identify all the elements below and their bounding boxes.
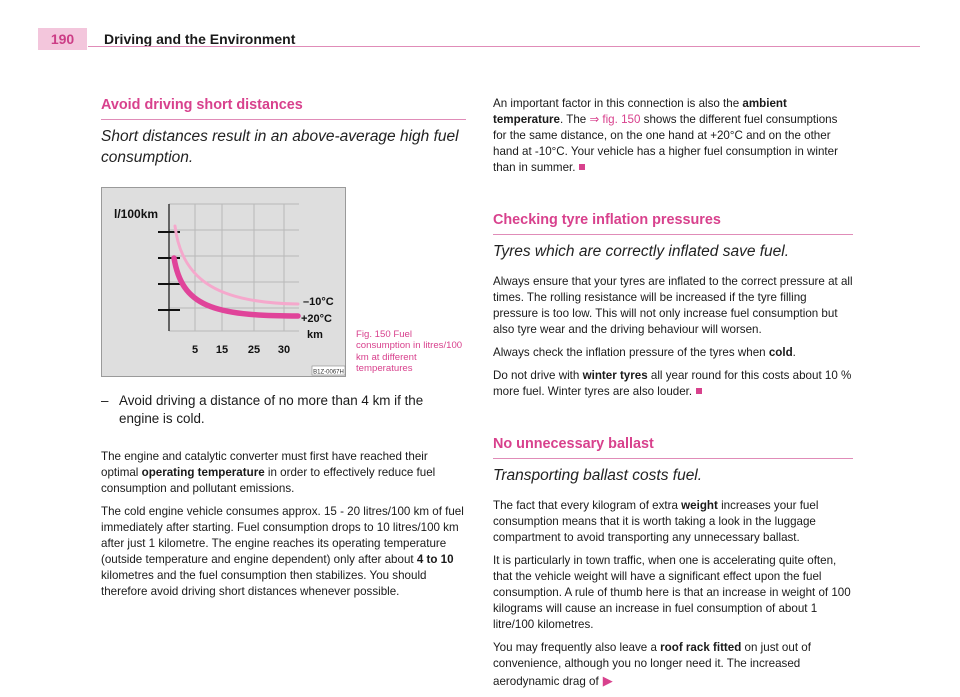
series-line-minus-10: [175, 226, 298, 304]
figure-150: [101, 187, 466, 379]
section-title-ballast: No unnecessary ballast: [493, 435, 853, 459]
text-run: You may frequently also leave a: [493, 641, 661, 655]
text-run: in order to effectively reduce fuel consumption and pollutant emissions.: [101, 466, 436, 496]
section-title-tyre-pressure: Checking tyre inflation pressures: [493, 211, 853, 235]
continue-arrow-icon: ▶: [602, 673, 613, 689]
text-run: The cold engine vehicle consumes approx. 15 - 20 litres/100 km of fuel immediately after starting. Fuel consumption drops to 10 litres/100 km after just 1 kilometre. The engine reaches its operating temperature (outside temperature and engine dependent) only after about: [101, 505, 464, 567]
series-line-plus-20: [174, 258, 298, 316]
step-dash: –: [101, 392, 109, 408]
x-tick-labels: [192, 344, 290, 356]
text-run: kilometres and the fuel consumption then stabilizes. You should therefore avoid driving short distances whenever possible.: [101, 569, 427, 599]
paragraph-check-cold: [493, 345, 853, 361]
x-tick-label: 5: [191, 343, 199, 356]
paragraph-roof-rack: [493, 640, 853, 690]
bold-term-weight: weight: [681, 499, 718, 513]
step-text: Avoid driving a distance of no more than 4 km if the engine is cold.: [119, 392, 424, 427]
section-title-short-distances: Avoid driving short distances: [101, 96, 466, 120]
x-tick-label: 30: [277, 343, 291, 356]
bold-term-roof-rack: roof rack fitted: [660, 641, 742, 655]
series-label-minus-10: –10°C: [303, 295, 334, 308]
right-column: [493, 96, 853, 697]
bold-term-operating-temperature: operating temperature: [141, 466, 265, 480]
text-run: The fact that every kilogram of extra: [493, 499, 682, 513]
paragraph-town-traffic: It is particularly in town traffic, when one is accelerating quite often, that the vehicle weight will have a significant effect upon the fuel consumption. A rule of thumb here is that an increase in weight of 100 kilograms will cause an increase in fuel consumption of about 1 litre/100 kilometres.: [493, 554, 851, 632]
running-title: Driving and the Environment: [104, 31, 296, 47]
section-end-marker: [696, 388, 702, 394]
header-divider: [88, 46, 920, 47]
text-run: all year round for this costs about 10 % more fuel. Winter tyres are also louder.: [493, 369, 852, 399]
bold-term-cold: cold: [768, 346, 793, 360]
paragraph-cold-engine: [101, 504, 466, 600]
text-run: .: [792, 346, 796, 360]
fuel-consumption-chart: [102, 188, 347, 378]
text-run: on just out of convenience, although you no longer need it. The increased aerodynamic drag of: [493, 641, 811, 689]
section-end-marker: [579, 164, 585, 170]
paragraph-winter-tyres: [493, 368, 853, 400]
x-axis-label: km: [307, 328, 323, 341]
text-run: shows the different fuel consumptions for the same distance, on the one hand at +20°C and on the other hand at -10°C. Your vehicle has a higher fuel consumption in winter than in summer.: [493, 112, 838, 174]
page-number: 190: [38, 28, 87, 50]
text-run: Do not drive with: [493, 369, 583, 383]
figure-caption: Fig. 150 Fuel consumption in litres/100 km at different temperatures: [356, 328, 463, 375]
text-run: increases your fuel consumption means that it is worth taking a look in the luggage compartment to avoid transporting any unnecessary ballast.: [493, 499, 819, 545]
section-lead-short-distances: Short distances result in an above-average high fuel consumption.: [101, 127, 459, 167]
paragraph-weight: [493, 498, 853, 546]
section-lead-tyre-pressure: Tyres which are correctly inflated save fuel.: [493, 242, 790, 260]
paragraph-tyre-pressure: Always ensure that your tyres are inflated to the correct pressure at all times. The rolling resistance will be increased if the tyre filling pressure is too low. This will not only increase fuel consumption but also tyre wear and the driving behaviour will worsen.: [493, 275, 853, 337]
figure-code: B1Z-0067H: [313, 369, 344, 376]
series-label-plus-20: +20°C: [301, 312, 333, 325]
x-tick-label: 25: [247, 343, 261, 356]
figure-frame: [101, 187, 346, 377]
section-lead-ballast: Transporting ballast costs fuel.: [493, 466, 703, 484]
y-axis-label: l/100km: [114, 206, 159, 221]
bold-term-4-to-10: 4 to 10: [416, 553, 454, 567]
bold-term-ambient-temperature: ambient temperature: [493, 97, 787, 126]
figure-reference-link[interactable]: ⇒ fig. 150: [589, 112, 641, 126]
x-tick-label: 15: [215, 343, 229, 356]
text-run: Always check the inflation pressure of the tyres when: [493, 346, 769, 360]
text-run: The engine and catalytic converter must first have reached their optimal: [101, 450, 428, 480]
paragraph-operating-temperature: [101, 449, 466, 497]
text-run: An important factor in this connection is also the: [493, 97, 743, 110]
bold-term-winter-tyres: winter tyres: [582, 369, 648, 383]
left-column: [101, 96, 466, 607]
paragraph-ambient-temperature: [493, 96, 853, 176]
text-run: . The: [560, 112, 590, 126]
instruction-step: [101, 392, 466, 430]
